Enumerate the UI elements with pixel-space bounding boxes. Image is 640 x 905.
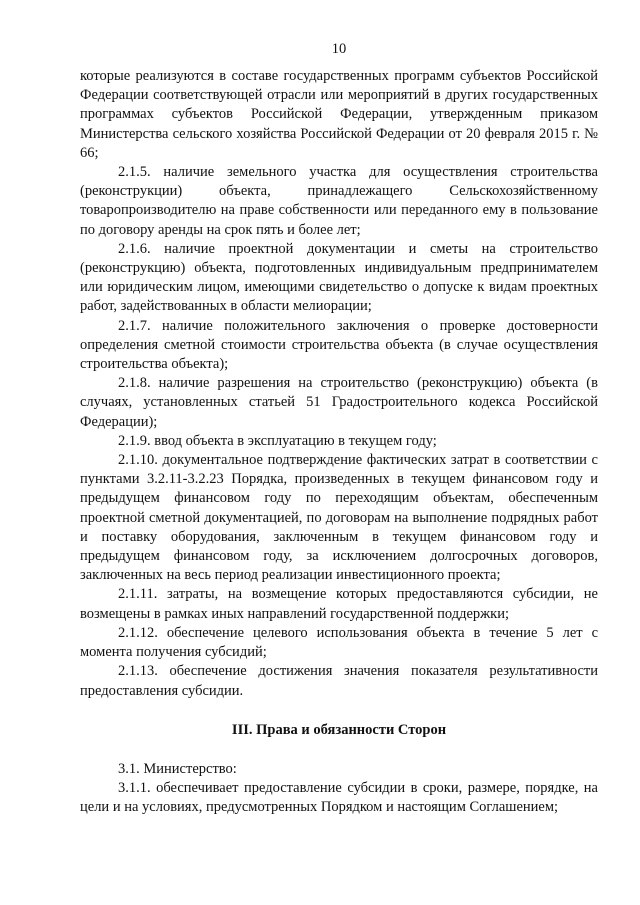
paragraph-continuation: которые реализуются в составе государственных программ субъектов Российской Федерации соответствующей отрасли или мероприятий в других государственных программах субъектов Российской Федерации, утвержденным приказом Министерства сельского хозяйства Российской Федерации от 20 февраля 2015 г. № 66; bbox=[80, 68, 598, 161]
paragraph-2-1-7: 2.1.7. наличие положительного заключения о проверке достоверности определения сметной стоимости строительства объекта (в случае осуществления строительства объекта); bbox=[80, 317, 598, 373]
paragraph-2-1-5: 2.1.5. наличие земельного участка для осуществления строительства (реконструкции) объекта, принадлежащего Сельскохозяйственному товаропроизводителю на праве собственности или переданного ему в пользование по договору аренды на срок пять и более лет; bbox=[80, 164, 598, 238]
paragraphs-after bbox=[80, 760, 598, 818]
paragraph-3-1-1: 3.1.1. обеспечивает предоставление субсидии в сроки, размере, порядке, на цели и на условиях, предусмотренных Порядком и настоящим Соглашением; bbox=[80, 779, 598, 816]
section-heading: III. Права и обязанности Сторон bbox=[231, 721, 447, 738]
paragraph-2-1-6: 2.1.6. наличие проектной документации и сметы на строительство (реконструкцию) объекта, подготовленных индивидуальным предпринимателем или юридическим лицом, имеющими свидетельство о допуске к видам проектных работ, задействованных в области мелиорации; bbox=[80, 240, 598, 315]
page-number: 10 bbox=[331, 41, 347, 57]
paragraph-3-1: 3.1. Министерство: bbox=[118, 760, 237, 777]
paragraph-2-1-10: 2.1.10. документальное подтверждение фактических затрат в соответствии с пунктами 3.2.11-3.2.23 Порядка, произведенных в текущем финансовом году и предыдущем финансовом году по переходящим объектам, обеспеченным проектной сметной документацией, по договорам на выполнение подрядных работ и поставку оборудования, заключенным в текущем финансовом году и предыдущем финансовом году, за исключением долгосрочных договоров, заключенных на весь период реализации инвестиционного проекта; bbox=[80, 452, 598, 584]
paragraph-2-1-9: 2.1.9. ввод объекта в эксплуатацию в текущем году; bbox=[118, 432, 437, 449]
paragraph-2-1-12: 2.1.12. обеспечение целевого использования объекта в течение 5 лет с момента получения субсидий; bbox=[80, 624, 598, 661]
paragraph-2-1-13: 2.1.13. обеспечение достижения значения показателя результативности предоставления субсидии. bbox=[80, 663, 598, 699]
document-page bbox=[80, 40, 598, 817]
paragraph-2-1-8: 2.1.8. наличие разрешения на строительство (реконструкцию) объекта (в случаях, установленных статьей 51 Градостроительного кодекса Российской Федерации); bbox=[80, 375, 598, 430]
paragraph-2-1-11: 2.1.11. затраты, на возмещение которых предоставляются субсидии, не возмещены в рамках иных направлений государственной поддержки; bbox=[80, 586, 598, 622]
paragraphs-before bbox=[80, 67, 598, 701]
